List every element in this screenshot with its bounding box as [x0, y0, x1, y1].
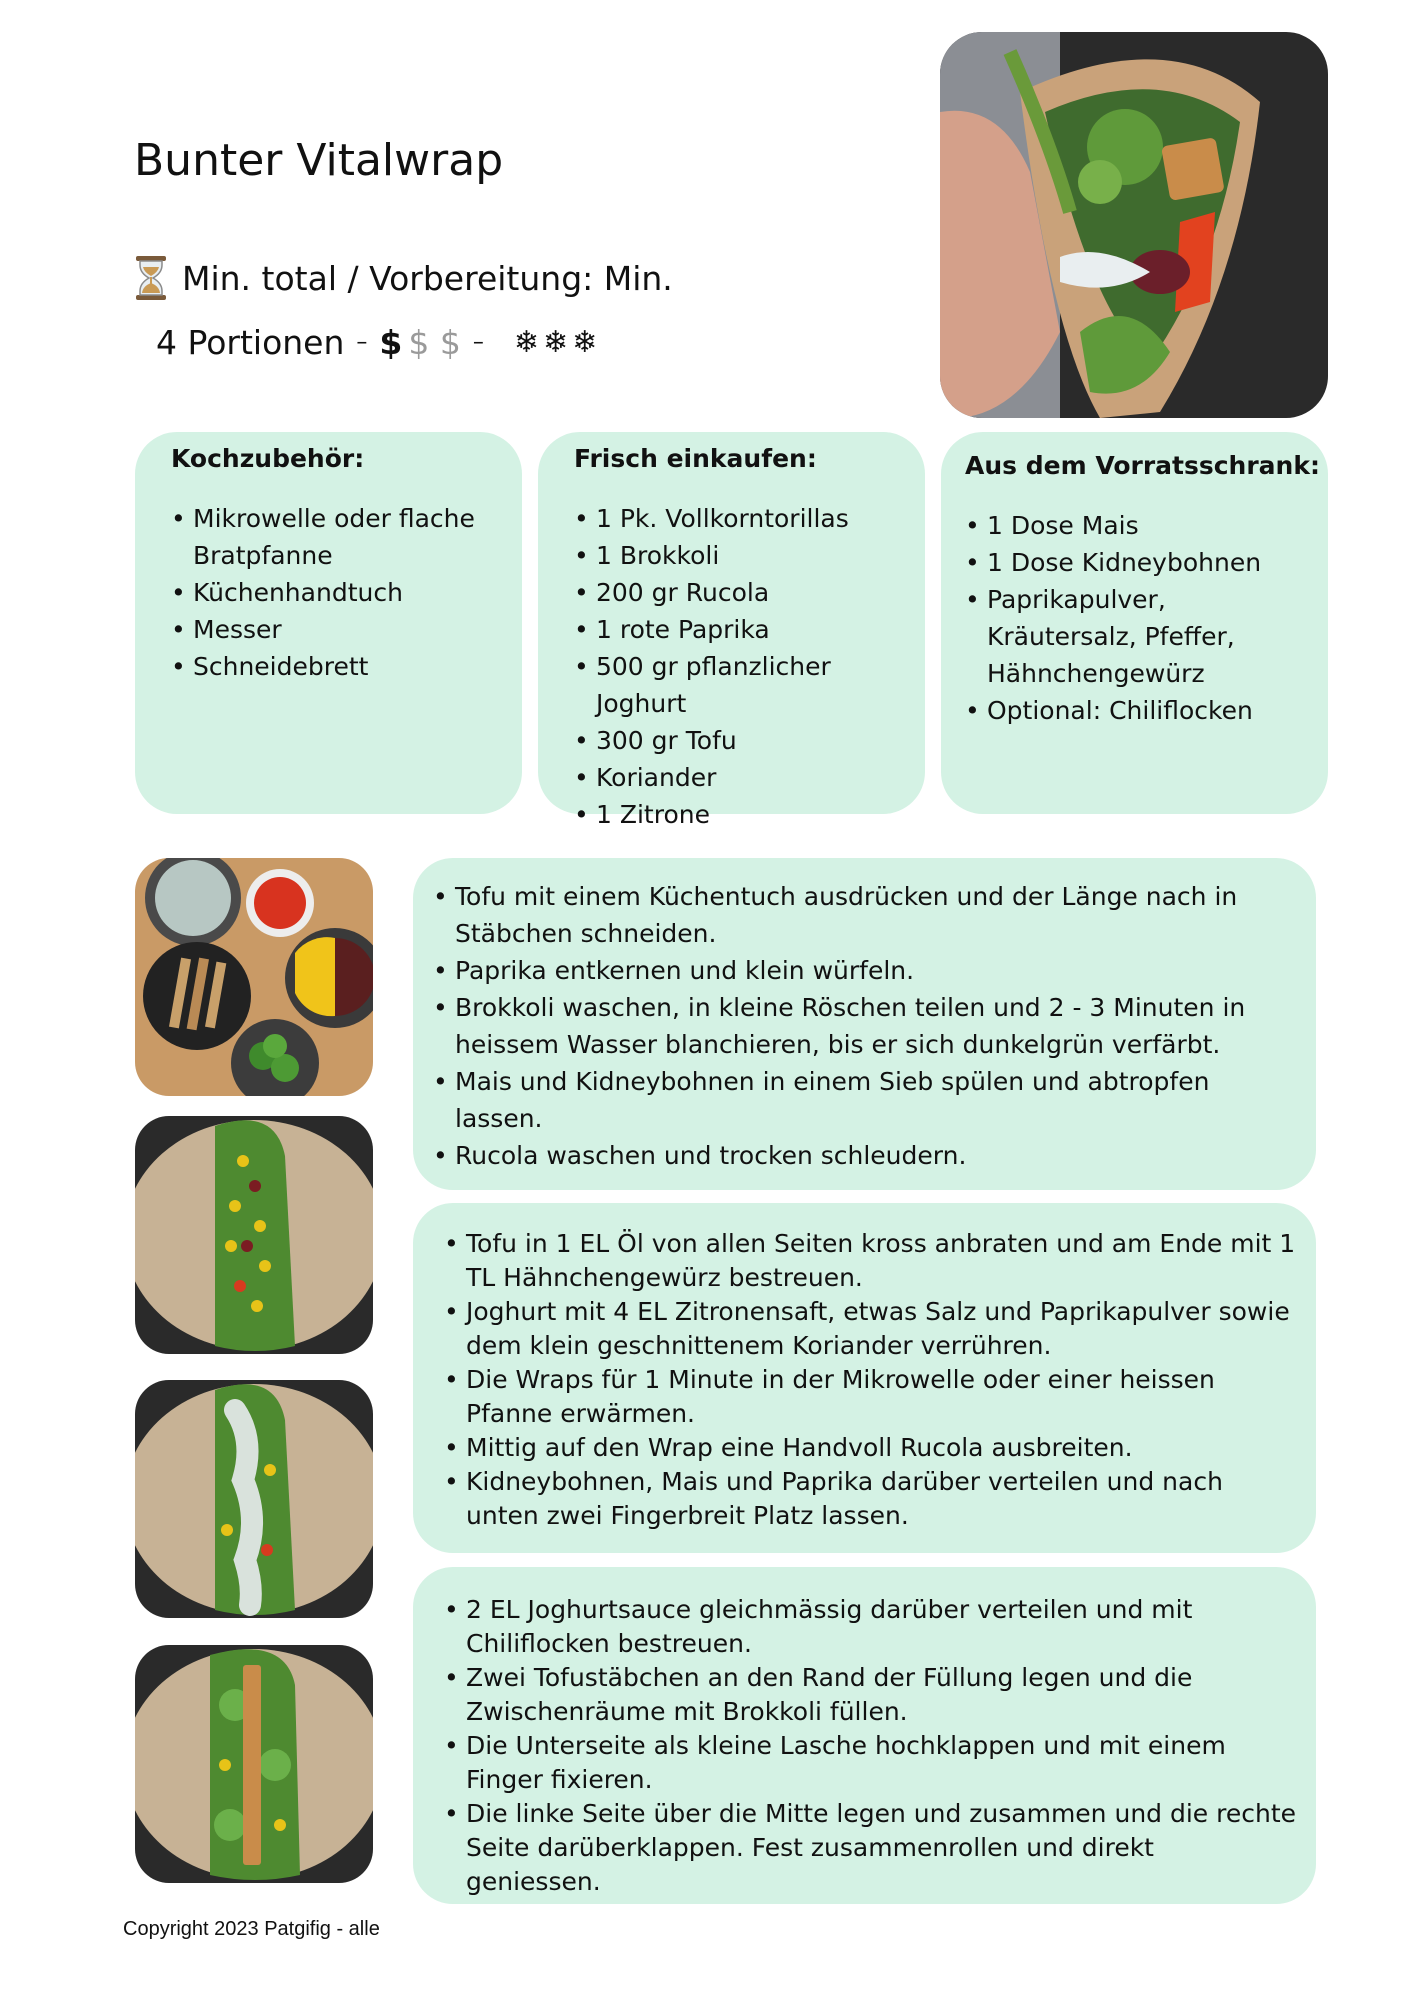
list-item: • Optional: Chiliflocken: [965, 692, 1318, 729]
pantry-title: Aus dem Vorratsschrank:: [965, 451, 1320, 480]
list-item: • Rucola waschen und trocken schleudern.: [433, 1137, 1296, 1174]
step-photo-ingredients: [135, 858, 373, 1096]
recipe-title: Bunter Vitalwrap: [134, 135, 504, 186]
list-item: • Kidneybohnen, Mais und Paprika darüber verteilen und nach unten zwei Fingerbreit Platz lassen.: [444, 1465, 1296, 1533]
list-item: • 1 Pk. Vollkorntorillas: [574, 500, 911, 537]
separator: –: [472, 330, 484, 355]
instruction-card-prep: [413, 858, 1316, 1190]
list-item: • Tofu mit einem Küchentuch ausdrücken und der Länge nach in Stäbchen schneiden.: [433, 878, 1296, 952]
list-item: • Mikrowelle oder flache Bratpfanne: [171, 500, 508, 574]
copyright-text: Copyright 2023 Patgifig - alle: [123, 1918, 380, 1940]
instruction-list: [433, 878, 1296, 1174]
equipment-card: [135, 432, 522, 814]
list-item: • 1 Dose Kidneybohnen: [965, 544, 1318, 581]
step-photo-tofu: [135, 1645, 373, 1883]
list-item: • 1 Zitrone: [574, 796, 911, 833]
list-item: • Die linke Seite über die Mitte legen und zusammen und die rechte Seite darüberklappen. Fest zusammenrollen und direkt geniessen.: [444, 1797, 1296, 1899]
list-item: • Paprikapulver, Kräutersalz, Pfeffer, Hähnchengewürz: [965, 581, 1318, 692]
hero-wrap-photo: [940, 32, 1328, 418]
list-item: • Mais und Kidneybohnen in einem Sieb spülen und abtropfen lassen.: [433, 1063, 1296, 1137]
list-item: • Messer: [171, 611, 508, 648]
list-item: • Mittig auf den Wrap eine Handvoll Rucola ausbreiten.: [444, 1431, 1296, 1465]
list-item: • 500 gr pflanzlicher Joghurt: [574, 648, 911, 722]
portions-text: 4 Portionen: [156, 323, 345, 362]
hourglass-icon: [134, 255, 168, 301]
fresh-list: [574, 500, 911, 833]
list-item: • Zwei Tofustäbchen an den Rand der Füllung legen und die Zwischenräume mit Brokkoli füllen.: [444, 1661, 1296, 1729]
step-photo-filling: [135, 1116, 373, 1354]
list-item: • Joghurt mit 4 EL Zitronensaft, etwas Salz und Paprikapulver sowie dem klein geschnittenem Koriander verrühren.: [444, 1295, 1296, 1363]
fresh-shopping-card: [538, 432, 925, 829]
list-item: • Brokkoli waschen, in kleine Röschen teilen und 2 - 3 Minuten in heissem Wasser blanchieren, bis er sich dunkelgrün verfärbt.: [433, 989, 1296, 1063]
list-item: • Koriander: [574, 759, 911, 796]
list-item: • 1 rote Paprika: [574, 611, 911, 648]
list-item: • Die Wraps für 1 Minute in der Mikrowelle oder einer heissen Pfanne erwärmen.: [444, 1363, 1296, 1431]
separator: –: [356, 330, 368, 355]
list-item: • 1 Brokkoli: [574, 537, 911, 574]
list-item: • 200 gr Rucola: [574, 574, 911, 611]
instruction-list: [444, 1227, 1296, 1533]
list-item: • Küchenhandtuch: [171, 574, 508, 611]
equipment-title: Kochzubehör:: [171, 444, 365, 473]
step-photo-sauce: [135, 1380, 373, 1618]
equipment-list: [171, 500, 508, 685]
time-info: [134, 255, 673, 301]
instruction-card-cook: [413, 1203, 1316, 1553]
cost-inactive: $ $: [408, 323, 461, 362]
list-item: • Schneidebrett: [171, 648, 508, 685]
list-item: • Die Unterseite als kleine Lasche hochklappen und mit einem Finger fixieren.: [444, 1729, 1296, 1797]
pantry-list: [965, 507, 1318, 729]
portions-info: [156, 323, 601, 362]
list-item: • 2 EL Joghurtsauce gleichmässig darüber verteilen und mit Chiliflocken bestreuen.: [444, 1593, 1296, 1661]
list-item: • Tofu in 1 EL Öl von allen Seiten kross anbraten und am Ende mit 1 TL Hähnchengewürz bestreuen.: [444, 1227, 1296, 1295]
instruction-list: [444, 1593, 1296, 1899]
list-item: • 300 gr Tofu: [574, 722, 911, 759]
list-item: • 1 Dose Mais: [965, 507, 1318, 544]
difficulty-icons: ❄❄❄: [513, 325, 602, 360]
instruction-card-assemble: [413, 1567, 1316, 1904]
time-text: Min. total / Vorbereitung: Min.: [182, 258, 673, 298]
fresh-title: Frisch einkaufen:: [574, 444, 817, 473]
pantry-card: [941, 432, 1328, 814]
cost-active: $: [379, 323, 403, 362]
list-item: • Paprika entkernen und klein würfeln.: [433, 952, 1296, 989]
